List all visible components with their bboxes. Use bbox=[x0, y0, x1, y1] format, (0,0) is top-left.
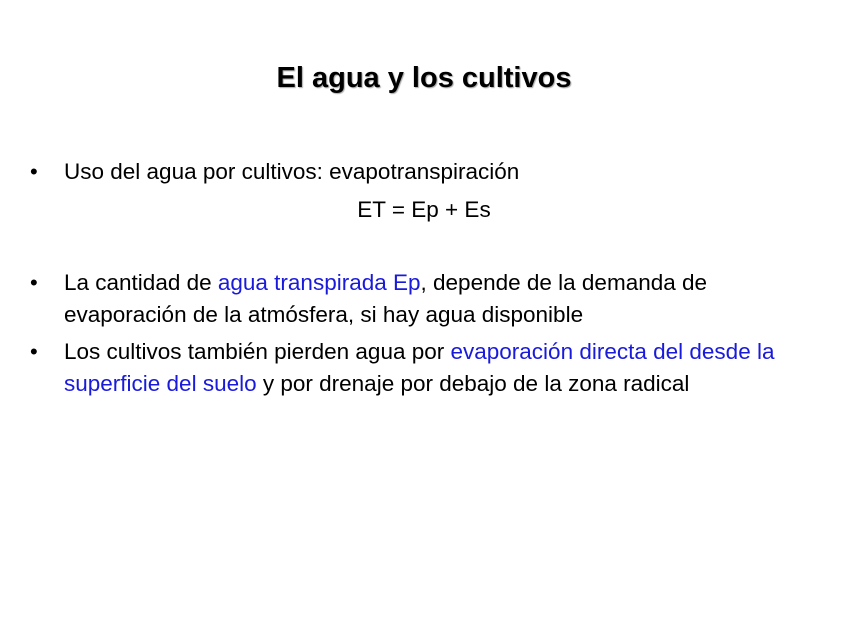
bullet-text-2-part2: , depende de la demanda de evaporación de la atmósfera, si hay agua disponible bbox=[64, 270, 708, 327]
bullet-text-2-part1: La cantidad de bbox=[64, 270, 218, 295]
bullet-text-3-highlight: evaporación directa del desde la superficie del suelo bbox=[64, 339, 775, 396]
bullet-text-3-part1: Los cultivos también pierden agua por bbox=[64, 339, 451, 364]
bullet-text-1: Uso del agua por cultivos: evapotranspiración bbox=[64, 159, 520, 184]
bullet-marker: • bbox=[30, 270, 38, 295]
bullet-marker: • bbox=[30, 339, 38, 364]
bullet-text-3 bbox=[64, 336, 824, 399]
bullet-text-2-highlight: agua transpirada Ep bbox=[217, 270, 421, 295]
bullet-marker: • bbox=[30, 159, 38, 184]
evapotranspiration-formula: ET = Ep + Es bbox=[357, 197, 491, 222]
slide-title: El agua y los cultivos bbox=[276, 62, 572, 94]
bullet-text-2 bbox=[64, 267, 824, 330]
bullet-text-3-part2: y por drenaje por debajo de la zona radical bbox=[256, 370, 690, 396]
